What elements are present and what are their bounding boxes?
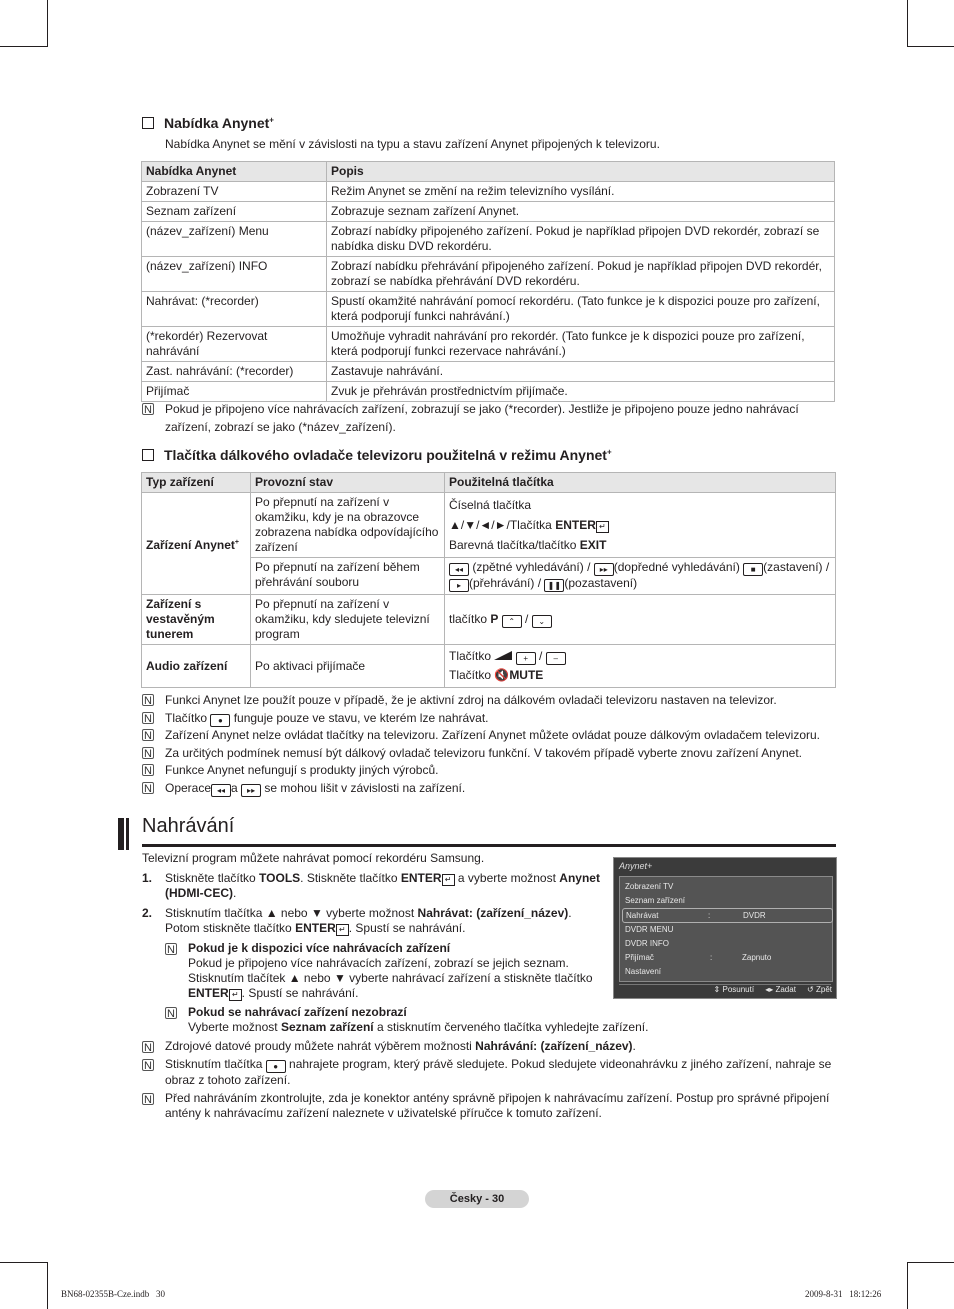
volume-up-icon: +	[516, 652, 536, 665]
anynet-logo: Anynet+	[619, 861, 653, 871]
step-1: 1. Stiskněte tlačítko TOOLS. Stiskněte tlačítko ENTER ↵ a vyberte možnost Anynet (HDMI-CEC).	[142, 871, 600, 900]
osd-menu-item: Nastavení	[625, 967, 662, 977]
crop-mark	[907, 46, 954, 47]
note-item: N Stisknutím tlačítka ● nahrajete program, který právě sledujete. Pokud sledujete videonahrávku z jiného zařízení, nahraje se obraz z tohoto zařízení.	[142, 1057, 836, 1088]
rewind-icon: ◂◂	[449, 563, 469, 576]
fast-forward-icon: ▸▸	[241, 784, 261, 797]
note-item: N Zařízení Anynet nelze ovládat tlačítky na televizoru. Zařízení Anynet můžete ovládat pouze dálkovým ovladačem televizoru.	[142, 727, 836, 745]
menu-item-cell: (název_zařízení) Menu	[142, 222, 327, 257]
stop-icon: ■	[743, 563, 763, 576]
state-cell: Po přepnutí na zařízení v okamžiku, kdy sledujete televizní program	[251, 595, 445, 645]
buttons-cell	[445, 645, 836, 688]
volume-down-icon: –	[546, 652, 566, 665]
intro-text: Televizní program můžete nahrávat pomocí rekordéru Samsung.	[142, 851, 485, 865]
section-title-text: Nabídka Anynet	[164, 115, 270, 131]
table-header-row	[142, 162, 835, 182]
record-icon: ●	[210, 714, 230, 727]
mute-icon: 🔇	[494, 668, 510, 682]
table-row	[142, 327, 835, 362]
description-cell: Zvuk je přehráván prostřednictvím přijímače.	[327, 382, 835, 402]
note-item	[142, 401, 836, 436]
table-row	[142, 257, 835, 292]
note-item: N Před nahráváním zkontrolujte, zda je konektor antény správně připojen k nahrávacímu zařízení. Postup pro správné připojení antény k nahrávacímu zařízení naleznete v uživatelské příručce k tomuto zařízení.	[142, 1091, 836, 1121]
section-notes	[142, 692, 836, 797]
anynet-menu-table	[141, 161, 835, 402]
buttons-cell: ◂◂ (zpětné vyhledávání) / ▸▸ (dopředné vyhledávání) ■ (zastavení) / ▸ (přehrávání) / ❚❚ (pozastavení)	[445, 558, 836, 595]
enter-icon: ↵	[336, 924, 349, 936]
state-cell: Po přepnutí na zařízení během přehrávání souboru	[251, 558, 445, 595]
recording-notes	[142, 1039, 836, 1121]
note-icon: N	[142, 403, 154, 415]
description-cell: Zastavuje nahrávání.	[327, 362, 835, 382]
menu-item-cell: Zast. nahrávání: (*recorder)	[142, 362, 327, 382]
return-icon: ↺	[807, 985, 814, 994]
anynet-osd-screenshot	[613, 857, 837, 999]
note-item: N Tlačítko ● funguje pouze ve stavu, ve kterém lze nahrávat.	[142, 710, 836, 728]
crop-mark	[0, 46, 47, 47]
osd-menu-item: Zobrazení TV	[625, 882, 674, 891]
buttons-line: Tlačítko + / –	[449, 647, 831, 666]
section-bar	[118, 818, 124, 850]
table-row	[142, 382, 835, 402]
menu-item-cell: (název_zařízení) INFO	[142, 257, 327, 292]
crop-mark	[47, 1262, 48, 1309]
note-icon: N	[142, 729, 154, 741]
volume-icon	[494, 651, 512, 660]
note-item: N Operace ◂◂ a ▸▸ se mohou lišit v závislosti na zařízení.	[142, 780, 836, 798]
table-header-row	[142, 473, 836, 493]
rewind-icon: ◂◂	[211, 784, 231, 797]
menu-item-cell: (*rekordér) Rezervovat nahrávání	[142, 327, 327, 362]
column-header: Popis	[327, 162, 835, 182]
note-icon: N	[142, 712, 154, 724]
column-header: Typ zařízení	[142, 473, 251, 493]
note-icon: N	[165, 943, 177, 955]
table-row	[142, 493, 836, 558]
channel-down-icon: ⌄	[532, 615, 552, 628]
sub-note: N Pokud je k dispozici více nahrávacích zařízení Pokud je připojeno více nahrávacích zařízení, zobrazí se jejich seznam. Stisknutím tlačítek ▲ nebo ▼ vyberte nahrávací zařízení a stiskněte tlačítko ENTER ↵ . Spustí se nahrávání.	[165, 941, 602, 1001]
table-row	[142, 292, 835, 327]
note-icon: N	[165, 1007, 177, 1019]
description-cell: Umožňuje vyhradit nahrávání pro rekordér. (Tato funkce je k dispozici pouze pro zařízení, která podporují funkci rezervace nahrávání.)	[327, 327, 835, 362]
note-item: N Funkce Anynet nefungují s produkty jiných výrobců.	[142, 762, 836, 780]
play-icon: ▸	[449, 579, 469, 592]
buttons-cell	[445, 493, 836, 558]
description-cell: Zobrazí nabídku přehrávání připojeného zařízení. Pokud je například připojen DVD rekordér, zobrazí se nabídka přehrávání DVD rekordéru.	[327, 257, 835, 292]
table-row	[142, 222, 835, 257]
crop-mark	[47, 0, 48, 47]
enter-icon: ◂▸	[765, 985, 774, 994]
osd-menu-item: Nahrávat : DVDR	[622, 908, 833, 923]
table-row	[142, 362, 835, 382]
table-row	[142, 182, 835, 202]
channel-up-icon: ⌃	[502, 615, 522, 628]
note-icon: N	[142, 1093, 154, 1105]
note-icon: N	[142, 694, 154, 706]
page-number: Česky - 30	[425, 1190, 529, 1208]
checkbox-bullet-icon	[142, 117, 154, 129]
device-type-cell: Zařízení s vestavěným tunerem	[142, 595, 251, 645]
description-cell: Zobrazí nabídky připojeného zařízení. Pokud je například připojen DVD rekordér, zobrazí se nabídka disku DVD rekordéru.	[327, 222, 835, 257]
description-cell: Zobrazuje seznam zařízení Anynet.	[327, 202, 835, 222]
checkbox-bullet-icon	[142, 449, 154, 461]
note-icon: N	[142, 782, 154, 794]
enter-icon: ↵	[229, 989, 242, 1001]
buttons-line: Tlačítko 🔇MUTE	[449, 668, 544, 682]
move-icon: ⇕	[713, 985, 721, 994]
print-date: 2009-8-31 18:12:26	[805, 1289, 882, 1299]
column-header: Provozní stav	[251, 473, 445, 493]
description-cell: Spustí okamžité nahrávání pomocí rekordéru. (Tato funkce je k dispozici pouze pro zařízení, která podporují funkci nahrávání.)	[327, 292, 835, 327]
enter-icon: ↵	[596, 521, 609, 533]
note-text: Pokud je připojeno více nahrávacích zařízení, zobrazují se jako (*recorder). Jestliže je připojeno pouze jedno nahrávací zařízení, zobrazí se jako (*název_zařízení).	[165, 402, 799, 434]
section-anynet-menu	[142, 115, 274, 131]
table-row	[142, 645, 836, 688]
osd-menu	[619, 876, 833, 982]
section-remote-buttons	[142, 447, 612, 463]
fast-forward-icon: ▸▸	[594, 563, 614, 576]
table-row	[142, 202, 835, 222]
buttons-cell: tlačítko P ⌃ / ⌄	[445, 595, 836, 645]
section-intro: Nabídka Anynet se mění v závislosti na typu a stavu zařízení Anynet připojených k televizoru.	[165, 137, 660, 151]
menu-item-cell: Zobrazení TV	[142, 182, 327, 202]
state-cell: Po přepnutí na zařízení v okamžiku, kdy je na obrazovce zobrazena nabídka odpovídajícího zařízení	[251, 493, 445, 558]
record-icon: ●	[266, 1060, 286, 1073]
menu-item-cell: Seznam zařízení	[142, 202, 327, 222]
note-icon: N	[142, 1059, 154, 1071]
device-type-cell: Audio zařízení	[142, 645, 251, 688]
column-header: Nabídka Anynet	[142, 162, 327, 182]
note-icon: N	[142, 764, 154, 776]
note-icon: N	[142, 1041, 154, 1053]
osd-hints: ⇕ Posunutí ◂▸ Zadat ↺ Zpět	[713, 985, 832, 994]
state-cell: Po aktivaci přijímače	[251, 645, 445, 688]
osd-menu-item: Přijímač : Zapnuto	[625, 953, 772, 962]
buttons-line: Číselná tlačítka	[449, 498, 532, 512]
remote-buttons-table	[141, 472, 836, 688]
description-cell: Režim Anynet se změní na režim televizního vysílání.	[327, 182, 835, 202]
pause-icon: ❚❚	[544, 579, 564, 592]
section-bar	[126, 818, 129, 850]
note-item: N Funkci Anynet lze použít pouze v případě, že je aktivní zdroj na dálkovém ovladači televizoru nastaven na televizor.	[142, 692, 836, 710]
enter-icon: ↵	[442, 874, 455, 886]
note-item: N Zdrojové datové proudy můžete nahrát výběrem možnosti Nahrávání: (zařízení_název).	[142, 1039, 836, 1054]
menu-item-cell: Nahrávat: (*recorder)	[142, 292, 327, 327]
section-title: Tlačítka dálkového ovladače televizoru použitelná v režimu Anynet+	[142, 447, 612, 463]
note-icon: N	[142, 747, 154, 759]
buttons-line: Barevná tlačítka/tlačítko EXIT	[449, 538, 607, 552]
buttons-line: ▲/▼/◄/►/Tlačítka ENTER ↵	[449, 515, 831, 535]
sub-note: N Pokud se nahrávací zařízení nezobrazí Vyberte možnost Seznam zařízení a stisknutím červeného tlačítka vyhledejte zařízení.	[165, 1005, 708, 1035]
step-2: 2. Stisknutím tlačítka ▲ nebo ▼ vyberte možnost Nahrávat: (zařízení_název). Potom stiskněte tlačítko ENTER ↵ . Spustí se nahrávání.	[142, 906, 572, 935]
table-row	[142, 595, 836, 645]
section-title: Nabídka Anynet+	[142, 115, 274, 131]
divider	[142, 844, 836, 847]
crop-mark	[0, 1262, 47, 1263]
osd-menu-item: DVDR MENU	[625, 924, 674, 934]
file-info: BN68-02355B-Cze.indb 30	[61, 1289, 165, 1299]
crop-mark	[907, 0, 908, 47]
crop-mark	[907, 1262, 908, 1309]
osd-menu-item: Seznam zařízení	[625, 896, 686, 906]
device-type-cell: Zařízení Anynet+	[142, 493, 251, 595]
crop-mark	[907, 1262, 954, 1263]
column-header: Použitelná tlačítka	[445, 473, 836, 493]
page-title: Nahrávání	[142, 815, 235, 837]
note-item: N Za určitých podmínek nemusí být dálkový ovladač televizoru funkční. V takovém případě vyberte znovu zařízení Anynet.	[142, 745, 836, 763]
osd-menu-item: DVDR INFO	[625, 938, 669, 948]
menu-item-cell: Přijímač	[142, 382, 327, 402]
section-note	[142, 401, 836, 436]
section-title-text: Tlačítka dálkového ovladače televizoru použitelná v režimu Anynet	[164, 447, 607, 463]
